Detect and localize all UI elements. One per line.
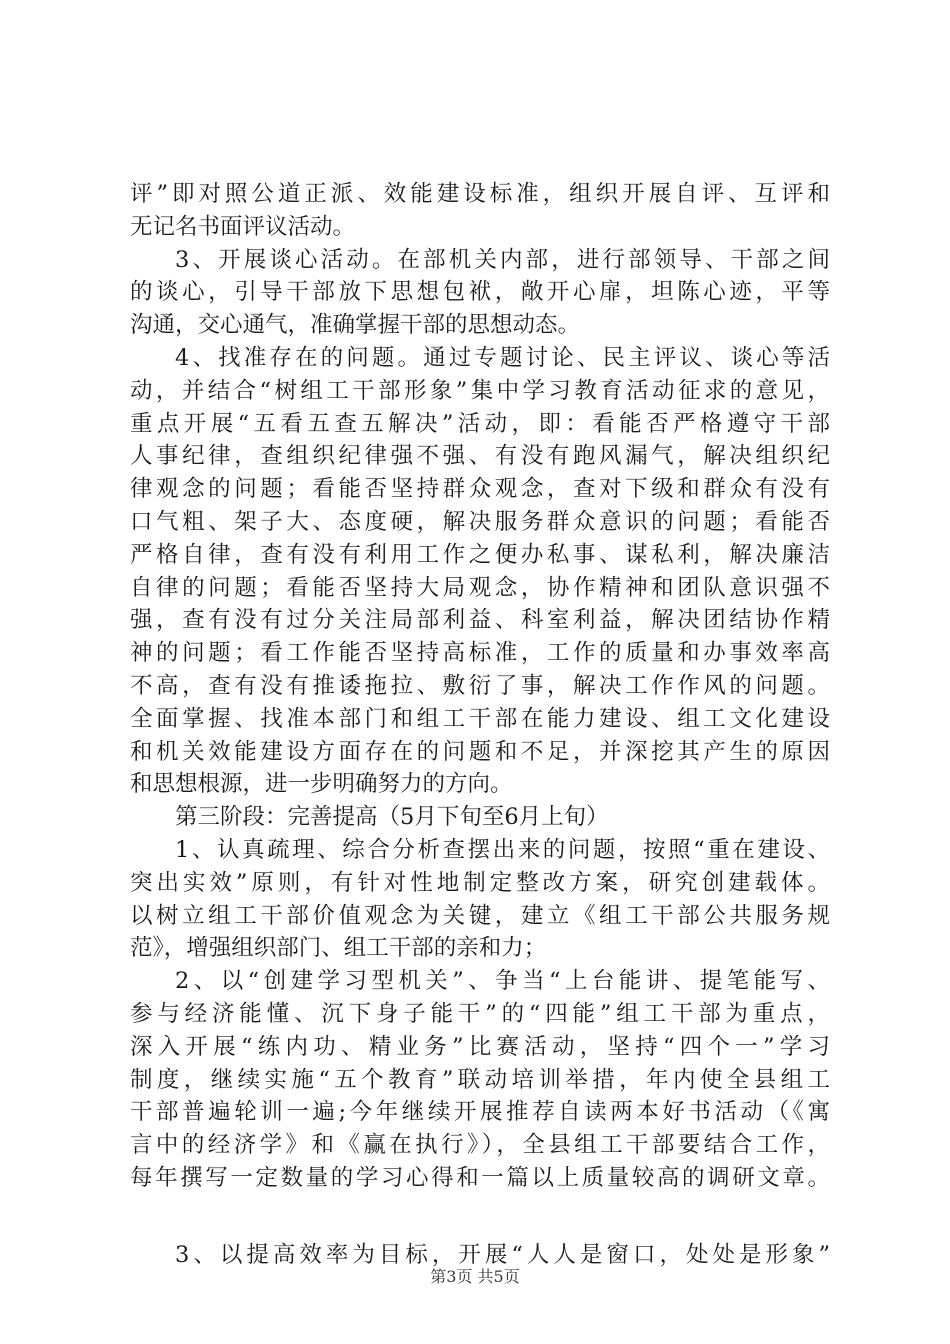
text-line: 律观念的问题；看能否坚持群众观念，查对下级和群众有没有 [130,476,830,503]
text-line: 每年撰写一定数量的学习心得和一篇以上质量较高的调研文章。 [130,1164,830,1191]
text-line: 自律的问题；看能否坚持大局观念，协作精神和团队意识强不 [130,574,830,601]
text-line: 言中的经济学》和《赢在执行》），全县组工干部要结合工作， [130,1132,830,1159]
text-line: 深入开展“练内功、精业务”比赛活动，坚持“四个一”学习 [130,1033,830,1060]
text-line: 无记名书面评议活动。 [130,213,356,240]
text-line: 动，并结合“树组工干部形象”集中学习教育活动征求的意见， [130,377,830,404]
text-line: 和机关效能建设方面存在的问题和不足，并深挖其产生的原因 [130,738,830,765]
text-line: 神的问题；看工作能否坚持高标准，工作的质量和办事效率高 [130,640,830,667]
section-heading: 第三阶段：完善提高（5月下旬至6月上旬） [175,804,609,831]
text-line: 以树立组工干部价值观念为关键，建立《组工干部公共服务规 [130,902,830,929]
text-line: 3、以提高效率为目标，开展“人人是窗口，处处是形象” [175,1241,830,1268]
text-line: 评”即对照公道正派、效能建设标准，组织开展自评、互评和 [130,181,830,207]
text-line: 范》，增强组织部门、组工干部的亲和力； [130,935,547,962]
page-footer: 第3页 共5页 [430,1267,520,1286]
document-body [130,178,830,1272]
text-line: 干部普遍轮训一遍;今年继续开展推荐自读两本好书活动（《寓 [130,1099,830,1126]
text-line: 人事纪律，查组织纪律强不强、有没有跑风漏气，解决组织纪 [130,443,830,470]
text-line: 沟通，交心通气，准确掌握干部的思想动态。 [130,312,581,339]
text-line: 严格自律，查有没有利用工作之便办私事、谋私利，解决廉洁 [130,541,830,568]
text-line: 不高，查有没有推诿拖拉、敷衍了事，解决工作作风的问题。 [130,672,830,699]
text-line: 参与经济能懂、沉下身子能干”的“四能”组工干部为重点， [130,1000,830,1027]
text-line: 4、找准存在的问题。通过专题讨论、民主评议、谈心等活 [175,344,830,371]
text-line: 口气粗、架子大、态度硬，解决服务群众意识的问题；看能否 [130,508,830,535]
text-line: 和思想根源，进一步明确努力的方向。 [130,771,513,798]
text-line: 强，查有没有过分关注局部利益、科室利益，解决团结协作精 [130,607,830,634]
text-line: 重点开展“五看五查五解决”活动，即：看能否严格遵守干部 [130,410,830,437]
text-line: 2、以“创建学习型机关”、争当“上台能讲、提笔能写、 [175,968,830,995]
paragraph-gap [130,1195,830,1239]
text-line: 全面掌握、找准本部门和组工干部在能力建设、组工文化建设 [130,705,830,732]
text-line: 的谈心，引导干部放下思想包袱，敞开心扉，坦陈心迹，平等 [130,279,830,306]
text-line: 1、认真疏理、综合分析查摆出来的问题，按照“重在建设、 [175,836,830,863]
text-line: 制度，继续实施“五个教育”联动培训举措，年内使全县组工 [130,1066,830,1093]
text-line: 3、开展谈心活动。在部机关内部，进行部领导、干部之间 [175,246,830,273]
text-line: 突出实效”原则，有针对性地制定整改方案，研究创建载体。 [130,869,830,896]
